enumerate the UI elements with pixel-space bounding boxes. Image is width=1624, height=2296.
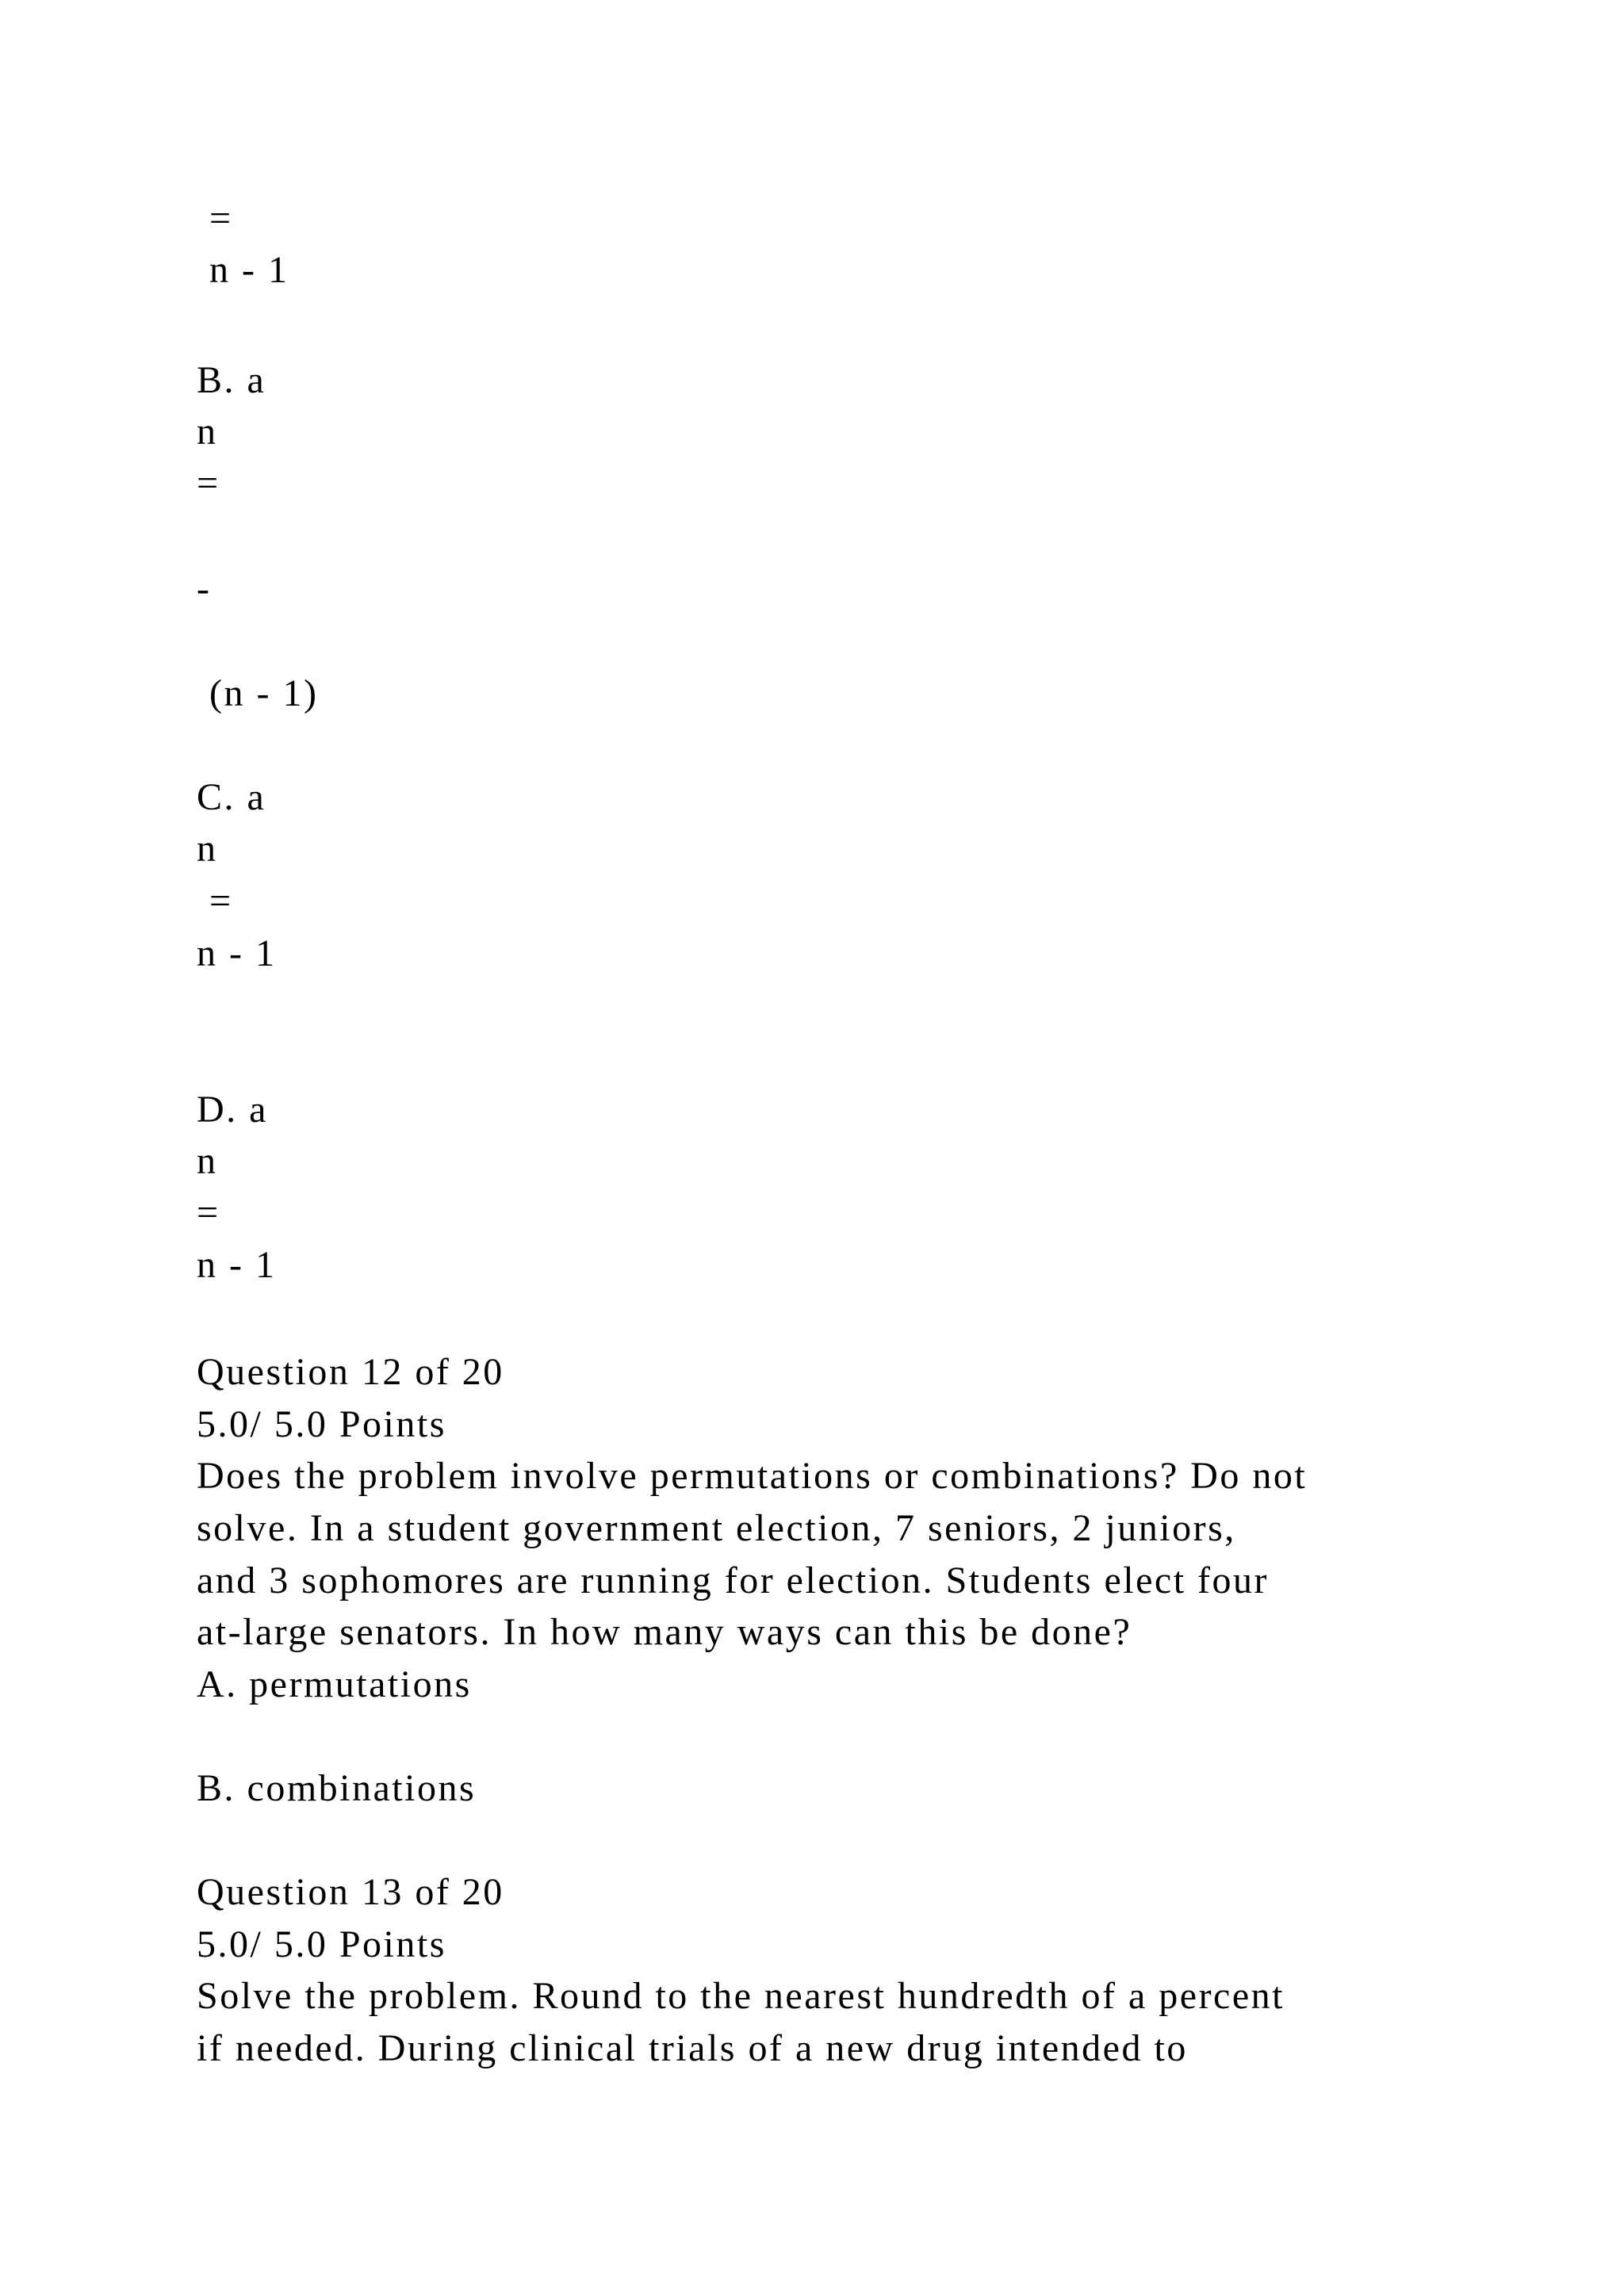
- option-b-subscript: n: [197, 411, 218, 453]
- question-12-text-line: at-large senators. In how many ways can this be done?: [197, 1611, 1132, 1653]
- question-12-points: 5.0/ 5.0 Points: [197, 1403, 446, 1445]
- question-12-title: Question 12 of 20: [197, 1351, 504, 1393]
- question-12-text-line: solve. In a student government election, 7 seniors, 2 juniors,: [197, 1507, 1236, 1549]
- question-13-title: Question 13 of 20: [197, 1871, 504, 1913]
- option-c-subscript: n: [197, 828, 218, 870]
- option-b-rhs: (n - 1): [209, 672, 319, 714]
- option-c-equals: =: [209, 880, 233, 922]
- option-d-rhs: n - 1: [197, 1244, 277, 1286]
- question-13-text-line: Solve the problem. Round to the nearest hundredth of a percent: [197, 1975, 1285, 2017]
- option-c-rhs: n - 1: [197, 932, 277, 974]
- question-13-points: 5.0/ 5.0 Points: [197, 1923, 446, 1965]
- question-13-text-line: if needed. During clinical trials of a new drug intended to: [197, 2027, 1188, 2069]
- question-12-choice-b[interactable]: B. combinations: [197, 1767, 477, 1809]
- question-12-text-line: Does the problem involve permutations or combinations? Do not: [197, 1455, 1308, 1497]
- question-12-text-line: and 3 sophomores are running for election. Students elect four: [197, 1559, 1269, 1601]
- question-12-choice-a[interactable]: A. permutations: [197, 1663, 472, 1705]
- option-b-equals: =: [197, 462, 220, 504]
- option-d-equals: =: [197, 1192, 220, 1234]
- option-d-label: D. a: [197, 1089, 268, 1131]
- option-b-dash: -: [197, 568, 212, 610]
- option-d-subscript: n: [197, 1140, 218, 1182]
- option-a-rhs: n - 1: [209, 249, 289, 291]
- option-b-label: B. a: [197, 359, 266, 401]
- option-a-equals: =: [209, 197, 233, 239]
- option-c-label: C. a: [197, 776, 266, 818]
